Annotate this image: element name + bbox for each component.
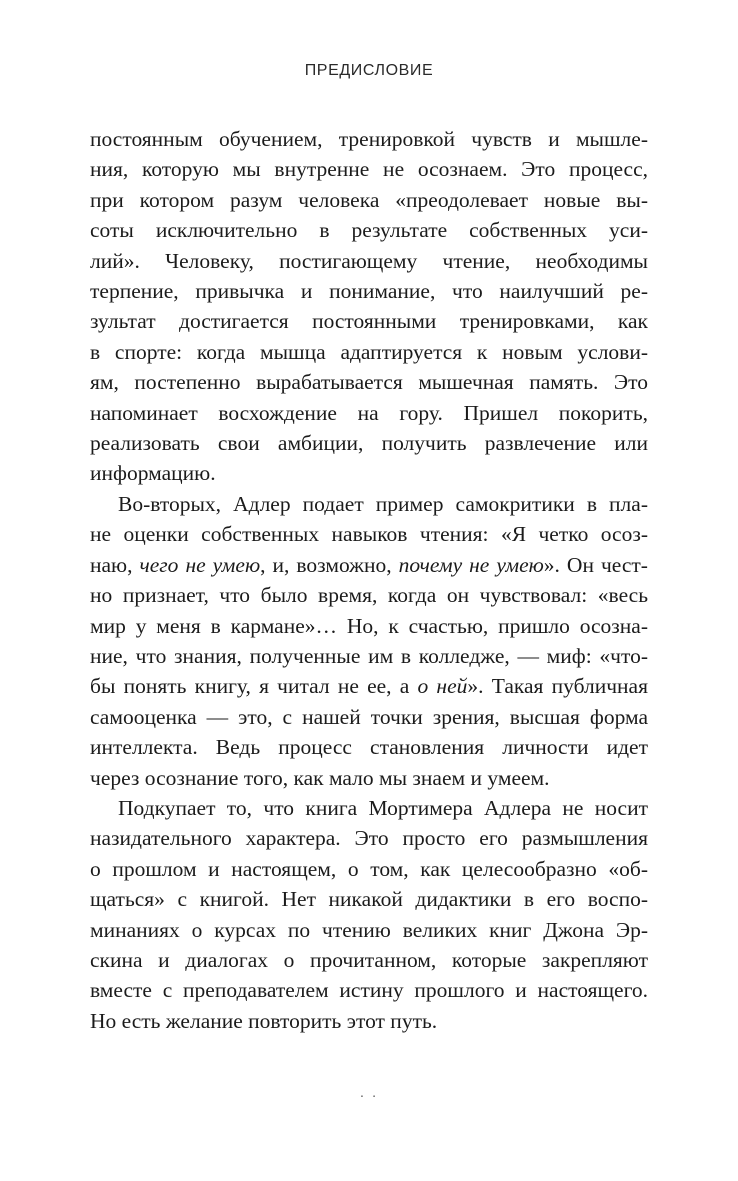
text-line: в спорте: когда мышца адаптируется к новым услови- <box>90 339 648 364</box>
text-line: реализовать свои амбиции, получить развлечение или <box>90 431 648 456</box>
italic-phrase: почему не умею <box>398 552 544 577</box>
text-line: через осознание того, как мало мы знаем и умеем. <box>90 765 550 790</box>
text-line: скина и диалогах о прочитанном, которые закрепляют <box>90 947 648 972</box>
text-line: интеллекта. Ведь процесс становления личности идет <box>90 735 648 760</box>
text-line: ния, которую мы внутренне не осознаем. Это процесс, <box>90 157 648 182</box>
text-line: мир у меня в кармане»… Но, к счастью, пришло осозна- <box>90 613 648 638</box>
text-run: ». Такая публичная <box>467 674 648 699</box>
text-line: ям, постепенно вырабатывается мышечная память. Это <box>90 370 648 395</box>
text-line: но признает, что было время, когда он чувствовал: «весь <box>90 583 648 608</box>
text-line: терпение, привычка и понимание, что наилучший ре- <box>90 279 648 304</box>
text-line: Но есть желание повторить этот путь. <box>90 1008 438 1033</box>
text-run: ». Он чест- <box>543 552 648 577</box>
text-line: о прошлом и настоящем, о том, как целесообразно «об- <box>90 856 648 881</box>
text-line: назидательного характера. Это просто его размышления <box>90 826 648 851</box>
text-line: информацию. <box>90 461 216 486</box>
text-line: ние, что знания, полученные им в колледже, — миф: «что- <box>90 643 648 668</box>
text-line: Подкупает то, что книга Мортимера Адлера не носит <box>118 795 648 820</box>
text-line: щаться» с книгой. Нет никакой дидактики в его воспо- <box>90 887 648 912</box>
text-line: лий». Человеку, постигающему чтение, необходимы <box>90 248 648 273</box>
paragraph-2 <box>90 489 648 793</box>
text-line: соты исключительно в результате собственных уси- <box>90 218 648 243</box>
paragraph-3 <box>90 793 648 1036</box>
text-line: минаниях о курсах по чтению великих книг Джона Эр- <box>90 917 648 942</box>
italic-phrase: чего не умею <box>139 552 261 577</box>
paragraph-1 <box>90 124 648 489</box>
text-line <box>90 550 648 580</box>
text-line: не оценки собственных навыков чтения: «Я четко осоз- <box>90 522 648 547</box>
text-run: бы понять книгу, я читал не ее, а <box>90 674 418 699</box>
page-body <box>90 124 648 1036</box>
italic-phrase: о ней <box>417 674 468 699</box>
text-line: напоминает восхождение на гору. Пришел покорить, <box>90 400 648 425</box>
text-line <box>90 671 648 701</box>
text-line: зультат достигается постоянными тренировками, как <box>90 309 648 334</box>
text-line: Во-вторых, Адлер подает пример самокритики в пла- <box>118 491 648 516</box>
running-header: ПРЕДИСЛОВИЕ <box>304 62 434 79</box>
text-run: наю, <box>90 552 140 577</box>
page-number: · · <box>359 1090 379 1105</box>
text-line: постоянным обучением, тренировкой чувств и мышле- <box>90 127 648 151</box>
text-run: , и, возможно, <box>260 552 399 577</box>
text-line: самооценка — это, с нашей точки зрения, высшая форма <box>90 704 648 729</box>
text-line: вместе с преподавателем истину прошлого и настоящего. <box>90 978 648 1003</box>
text-line: при котором разум человека «преодолевает новые вы- <box>90 187 648 212</box>
